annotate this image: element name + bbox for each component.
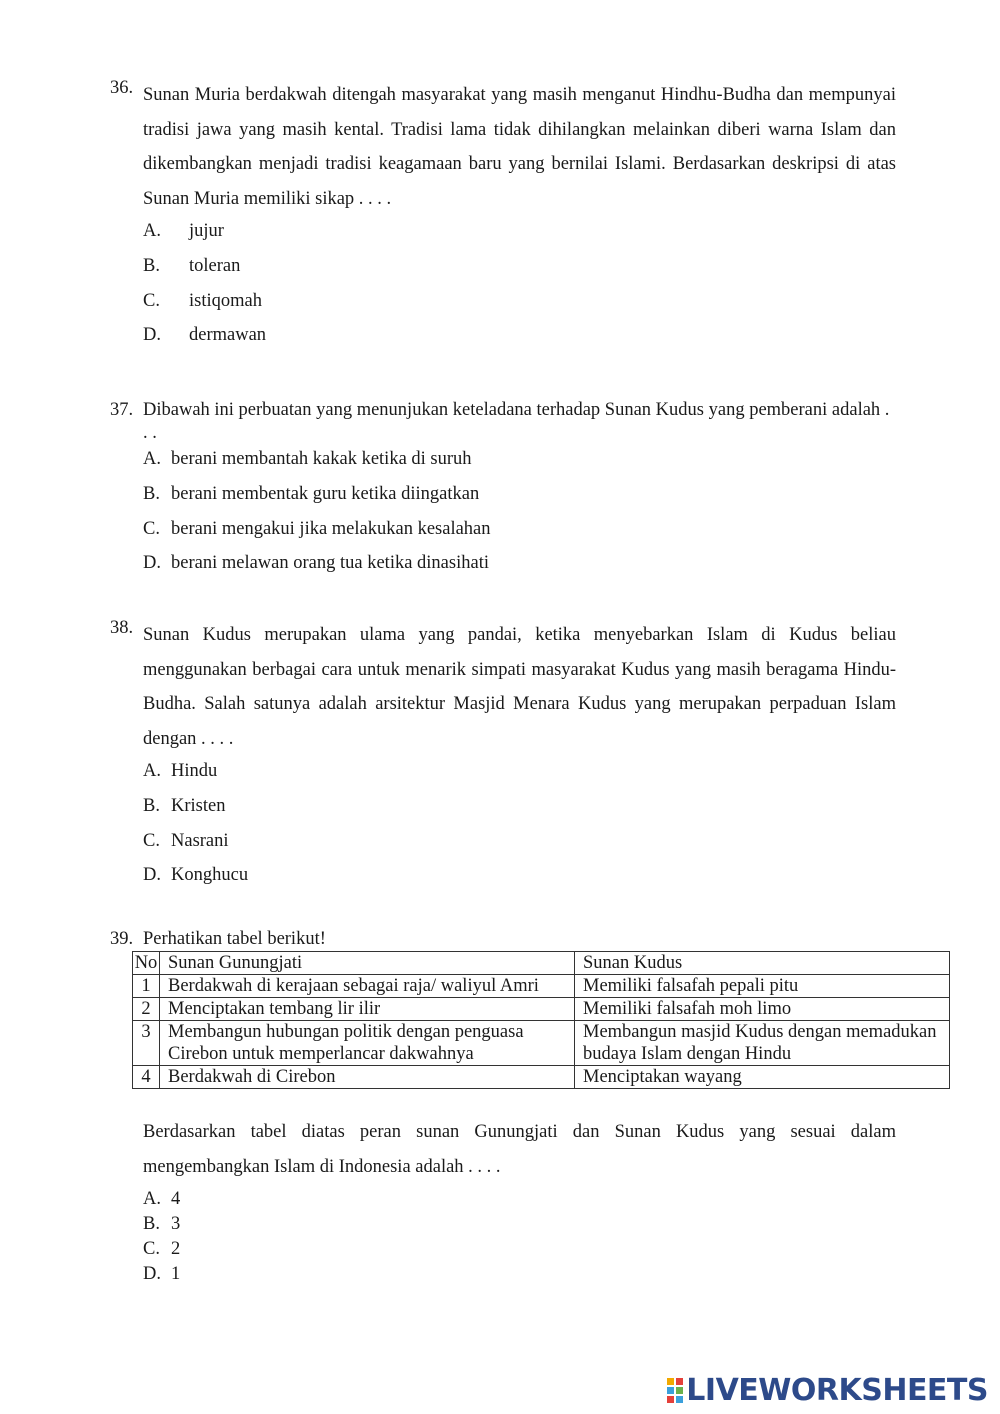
table-header: Sunan Gunungjati	[160, 952, 575, 975]
table-header: No	[133, 952, 160, 975]
option-d[interactable]: D. Konghucu	[143, 865, 249, 885]
question-number: 37.	[110, 400, 134, 420]
option-b[interactable]: B. toleran	[143, 256, 241, 276]
table-cell: Membangun hubungan politik dengan penguasa Cirebon untuk memperlancar dakwahnya	[160, 1021, 575, 1066]
table-header-row	[133, 952, 950, 975]
option-d[interactable]: D. berani melawan orang tua ketika dinasihati	[143, 553, 489, 573]
option-b[interactable]: B. Kristen	[143, 796, 226, 816]
option-b[interactable]: B. berani membentak guru ketika diingatkan	[143, 484, 480, 504]
question-number: 38.	[110, 618, 134, 638]
logo-text: LIVEWORKSHEETS	[686, 1372, 988, 1408]
question-37	[110, 399, 896, 445]
table-cell: Membangun masjid Kudus dengan memadukan budaya Islam dengan Hindu	[575, 1021, 950, 1066]
liveworksheets-logo-icon	[667, 1378, 683, 1403]
option-a[interactable]: A. berani membantah kakak ketika di suruh	[143, 449, 472, 469]
question-text: Sunan Muria berdakwah ditengah masyarakat yang masih menganut Hindhu-Budha dan mempunyai tradisi jawa yang masih kental. Tradisi lama tidak dihilangkan melainkan diberi warna Islam dan dikembangkan menjadi tradisi keagamaan baru yang bernilai Islami. Berdasarkan deskripsi di atas Sunan Muria memiliki sikap . . . .	[143, 85, 896, 209]
comparison-table	[132, 951, 950, 1089]
option-c[interactable]: C. 2	[143, 1239, 181, 1259]
option-c[interactable]: C. berani mengakui jika melakukan kesalahan	[143, 519, 491, 539]
question-39-text	[110, 1115, 896, 1184]
table-row	[133, 1066, 950, 1089]
option-a[interactable]: A. Hindu	[143, 761, 218, 781]
table-cell: Berdakwah di Cirebon	[160, 1066, 575, 1089]
table-header: Sunan Kudus	[575, 952, 950, 975]
table-cell: 1	[133, 975, 160, 998]
table-cell: Menciptakan wayang	[575, 1066, 950, 1089]
table-row	[133, 975, 950, 998]
option-c[interactable]: C. Nasrani	[143, 831, 229, 851]
table-cell: 4	[133, 1066, 160, 1089]
table-row	[133, 1021, 950, 1066]
table-cell: 3	[133, 1021, 160, 1066]
option-d[interactable]: D. 1	[143, 1264, 181, 1284]
table-row	[133, 998, 950, 1021]
table-cell: Menciptakan tembang lir ilir	[160, 998, 575, 1021]
question-number: 36.	[110, 78, 134, 98]
table-cell: Memiliki falsafah moh limo	[575, 998, 950, 1021]
question-number: 39.	[110, 929, 134, 949]
question-text: Berdasarkan tabel diatas peran sunan Gunungjati dan Sunan Kudus yang sesuai dalam mengembangkan Islam di Indonesia adalah . . . .	[143, 1122, 896, 1177]
question-39	[110, 928, 896, 950]
table-cell: Memiliki falsafah pepali pitu	[575, 975, 950, 998]
option-a[interactable]: A. 4	[143, 1189, 181, 1209]
option-d[interactable]: D. dermawan	[143, 325, 267, 345]
option-a[interactable]: A. jujur	[143, 221, 224, 241]
question-36	[110, 78, 896, 216]
question-intro: Perhatikan tabel berikut!	[143, 929, 326, 949]
question-text: Sunan Kudus merupakan ulama yang pandai, ketika menyebarkan Islam di Kudus beliau menggunakan berbagai cara untuk menarik simpati masyarakat Kudus yang masih beragama Hindu-Budha. Salah satunya adalah arsitektur Masjid Menara Kudus yang merupakan perpaduan Islam dengan . . . .	[143, 625, 896, 749]
liveworksheets-logo[interactable]	[667, 1370, 988, 1410]
option-b[interactable]: B. 3	[143, 1214, 181, 1234]
option-c[interactable]: C. istiqomah	[143, 291, 262, 311]
question-text: Dibawah ini perbuatan yang menunjukan keteladana terhadap Sunan Kudus yang pemberani adalah . . .	[143, 400, 890, 443]
table-cell: Berdakwah di kerajaan sebagai raja/ waliyul Amri	[160, 975, 575, 998]
question-38	[110, 618, 896, 756]
table-cell: 2	[133, 998, 160, 1021]
